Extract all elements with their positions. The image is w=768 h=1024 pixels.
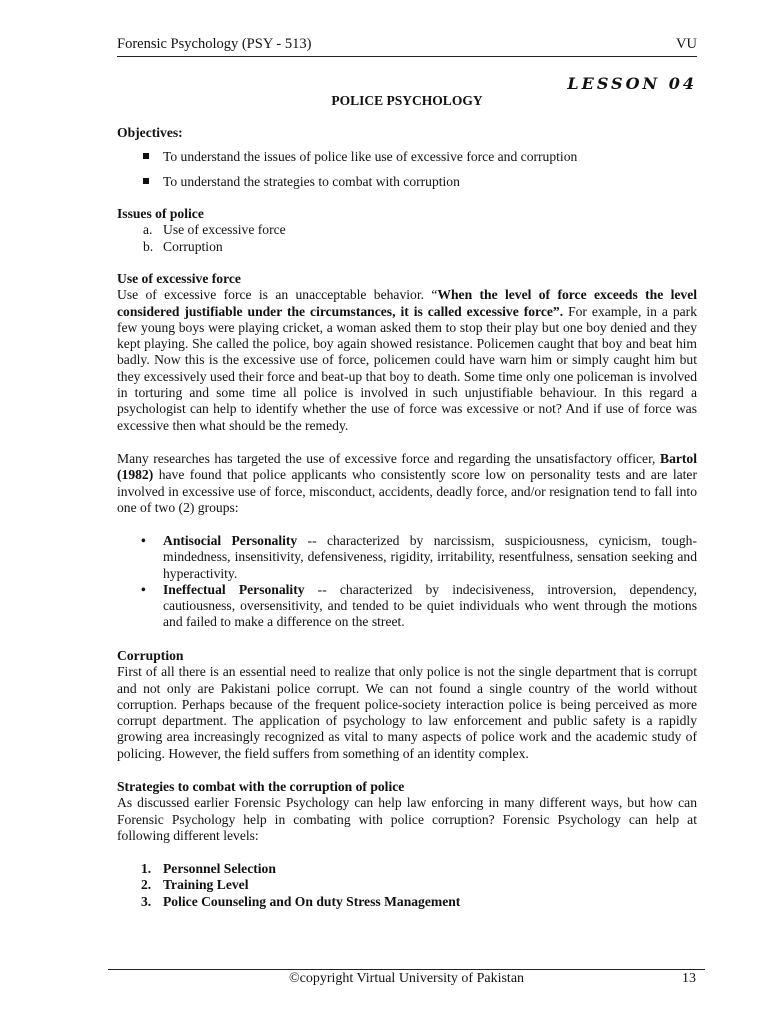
copyright-text: ©copyright Virtual University of Pakistan [288,971,525,986]
bullet-dot-icon: • [141,533,146,548]
personality-item [117,533,697,582]
level-text: Training Level [163,877,249,893]
personality-name: Ineffectual Personality [163,581,305,597]
personality-groups [117,533,697,631]
level-marker: 3. [141,893,152,909]
level-item [117,877,697,893]
level-marker: 1. [141,861,152,876]
level-marker: 2. [141,877,152,893]
personality-description: -- characterized by narcissism, suspiciousness, cynicism, tough-mindedness, insensitivity, defensiveness, rigidity, irritability, resentfulness, sensation seeking and hyperactivity. [163,533,697,581]
personality-description: -- characterized by indecisiveness, introversion, dependency, cautiousness, oversensitivity, and tended to be quiet individuals who went through the motions and failed to make a difference on the street. [163,581,697,630]
header-rule [117,56,697,57]
issues-section [117,206,697,255]
personality-item [117,582,697,631]
issue-text: Use of excessive force [163,222,286,238]
corruption-section [117,648,697,762]
levels-list [117,861,697,910]
issues-list [117,222,697,255]
issue-text: Corruption [163,238,223,254]
personality-name: Antisocial Personality [163,533,298,548]
square-bullet-icon [143,153,149,159]
definition-bold-text: When the level of force exceeds the level considered justifiable under the circumstances, it is called excessive force”. [117,287,698,319]
issue-marker: a. [143,222,153,238]
institution-abbr: VU [676,36,697,52]
page-header [117,36,697,56]
issues-heading: Issues of police [117,206,204,221]
objective-text: To understand the issues of police like use of excessive force and corruption [163,149,578,165]
research-section [117,451,697,516]
strategies-heading: Strategies to combat with the corruption of police [117,779,405,794]
personality-list [117,533,697,631]
strategies-section [117,779,697,844]
issue-marker: b. [143,238,154,254]
citation-bold-text: Bartol (1982) [117,451,697,483]
research-paragraph [117,451,697,516]
lesson-title: POLICE PSYCHOLOGY [331,93,483,108]
corruption-heading: Corruption [117,648,184,663]
footer-rule [108,969,705,970]
strategies-paragraph: As discussed earlier Forensic Psychology can help law enforcing in many different ways, but how can Forensic Psychology help in combating with police corruption? Forensic Psychology can help at following different levels: [117,795,697,843]
paragraph-text: For example, in a park few young boys were playing cricket, a woman asked them to stop their play but one boy denied and they kept playing. She called the police, boy again showed resistance. Policemen caught that boy and beat him badly. Now this is the excessive use of force, policemen could have warn him or simply caught him but they excessively used their force and beat-up that boy to death. Some time only one policeman is involved in torturing and some time all police is involved in such unjustifiable behaviour. In this regard a psychologist can help to identify whether the use of force was excessive or not? And if use of force was excessive then what should be the remedy. [117,303,697,433]
page-number: 13 [682,971,696,986]
objective-text: To understand the strategies to combat with corruption [163,173,460,189]
square-bullet-icon [143,178,149,184]
issue-item [117,222,697,238]
level-text: Personnel Selection [163,861,276,876]
corruption-paragraph: First of all there is an essential need to realize that only police is not the single department that is corrupt and not only are Pakistani police corrupt. We can not found a single country of the world without corruption. Perhaps because of the frequent police-society interaction police is being perceived as more corrupt department. The application of psychology to law enforcement and public safety is a rapidly growing area increasingly recognized as vital to many aspects of police work and the academic study of policing. However, the field suffers from something of an identity complex. [117,664,697,761]
excessive-force-section [117,271,697,434]
excessive-force-paragraph [117,287,697,434]
paragraph-text: Use of excessive force is an unacceptable behavior. “ [117,287,438,303]
strategy-levels [117,861,697,910]
objectives-heading: Objectives: [117,125,183,140]
level-text: Police Counseling and On duty Stress Management [163,893,461,909]
level-item [117,894,697,910]
issue-item [117,239,697,255]
objectives-section [117,125,697,190]
level-item [117,861,697,877]
course-title: Forensic Psychology (PSY - 513) [117,36,312,52]
paragraph-text: have found that police applicants who consistently score low on personality tests and are later involved in excessive use of force, misconduct, accidents, deadly force, and/or resignation tend to fall into one of two (2) groups: [117,467,697,515]
objective-item [117,174,697,190]
objectives-list [117,149,697,190]
paragraph-text: Many researches has targeted the use of excessive force and regarding the unsatisfactory officer, [117,451,660,466]
excessive-force-heading: Use of excessive force [117,271,241,286]
objective-item [117,149,697,165]
bullet-dot-icon: • [141,581,146,597]
lesson-label: LESSON 04 [567,74,697,93]
